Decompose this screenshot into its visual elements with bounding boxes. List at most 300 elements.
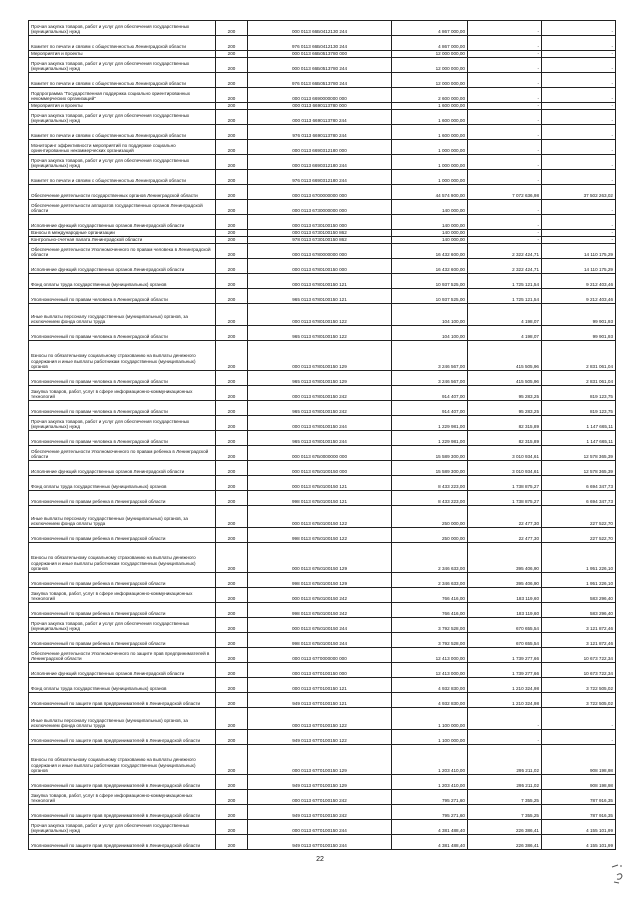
row-executed: - [468, 36, 542, 51]
row-line-code: 200 [216, 693, 248, 708]
row-remaining: 10 673 722,34 [542, 663, 616, 678]
row-line-code: 200 [216, 274, 248, 289]
row-budget-code: 000 0113 67Г0100150 244 [248, 820, 392, 835]
table-row [29, 730, 616, 745]
row-name: Взносы по обязательному социальному страхованию на выплаты денежного содержания и иные выплаты работникам государственных (муниципальных) органов [29, 745, 216, 775]
row-executed: 7 355,25 [468, 805, 542, 820]
row-approved: 4 932 830,00 [392, 693, 468, 708]
table-row [29, 805, 616, 820]
row-remaining: 37 502 263,02 [542, 185, 616, 200]
row-name: Мониторинг эффективности мероприятий по поддержке социально ориентированных некоммерческих организаций [29, 140, 216, 155]
row-budget-code: 976 0113 6690113780 244 [248, 125, 392, 140]
row-approved: 4 381 488,40 [392, 835, 468, 850]
row-budget-code: 000 0113 6730000000 000 [248, 200, 392, 215]
row-executed: - [468, 21, 542, 36]
row-line-code: 200 [216, 775, 248, 790]
table-row [29, 341, 616, 371]
row-line-code: 200 [216, 289, 248, 304]
row-name: Прочая закупка товаров, работ и услуг для обеспечения государственных (муниципальных) нужд [29, 110, 216, 125]
row-name: Уполномоченный по правам человека в Ленинградской области [29, 371, 216, 386]
row-name: Иные выплаты персоналу государственных (муниципальных) органов, за исключением фонда оплаты труда [29, 304, 216, 326]
row-name: Мероприятия и проекты [29, 103, 216, 110]
row-approved: 914 407,00 [392, 386, 468, 401]
row-executed: - [468, 200, 542, 215]
row-remaining: 4 155 101,99 [542, 820, 616, 835]
row-executed: 295 211,02 [468, 745, 542, 775]
row-budget-code: 000 0113 6780100150 244 [248, 416, 392, 431]
row-executed: 670 655,54 [468, 618, 542, 633]
table-row [29, 73, 616, 88]
row-budget-code: 965 0113 6780100150 242 [248, 401, 392, 416]
budget-execution-table [28, 20, 616, 850]
table-row [29, 648, 616, 663]
row-name: Уполномоченный по правам человека в Ленинградской области [29, 401, 216, 416]
row-line-code: 200 [216, 401, 248, 416]
table-row [29, 618, 616, 633]
table-row [29, 58, 616, 73]
table-body [29, 21, 616, 850]
row-name: Исполнение функций государственных органов Ленинградской области [29, 215, 216, 230]
row-remaining: - [542, 110, 616, 125]
row-name: Уполномоченный по правам ребенка в Ленинградской области [29, 633, 216, 648]
row-approved: 140 000,00 [392, 237, 468, 244]
row-line-code: 200 [216, 573, 248, 588]
row-remaining: 6 694 347,73 [542, 491, 616, 506]
row-executed: 183 119,60 [468, 588, 542, 603]
row-budget-code: 000 0113 6780000000 000 [248, 244, 392, 259]
row-budget-code: 000 0113 67Б0100150 129 [248, 543, 392, 573]
row-approved: 2 346 633,00 [392, 573, 468, 588]
row-name: Закупка товаров, работ, услуг в сфере информационно-коммуникационных технологий [29, 790, 216, 805]
row-line-code: 200 [216, 708, 248, 730]
row-budget-code: 000 0113 67Г0100150 242 [248, 790, 392, 805]
table-row [29, 401, 616, 416]
row-remaining: 12 578 365,39 [542, 446, 616, 461]
table-row [29, 21, 616, 36]
row-remaining: - [542, 708, 616, 730]
table-row [29, 88, 616, 103]
row-line-code: 200 [216, 730, 248, 745]
table-row [29, 259, 616, 274]
row-executed: 1 739 277,66 [468, 648, 542, 663]
row-name: Взносы в международные организации [29, 230, 216, 237]
row-line-code: 200 [216, 185, 248, 200]
row-budget-code: 000 0113 6780100150 122 [248, 304, 392, 326]
row-budget-code: 949 0113 67Г0100150 129 [248, 775, 392, 790]
row-name: Уполномоченный по правам человека в Ленинградской области [29, 289, 216, 304]
row-approved: 3 246 567,00 [392, 371, 468, 386]
table-row [29, 603, 616, 618]
table-row [29, 371, 616, 386]
row-executed: 4 198,07 [468, 326, 542, 341]
row-name: Прочая закупка товаров, работ и услуг для обеспечения государственных (муниципальных) нужд [29, 416, 216, 431]
row-executed: 295 211,02 [468, 775, 542, 790]
row-executed: 1 739 277,66 [468, 663, 542, 678]
row-remaining: 9 212 403,46 [542, 289, 616, 304]
table-row [29, 663, 616, 678]
row-approved: 16 432 600,00 [392, 259, 468, 274]
row-executed: 1 725 121,54 [468, 289, 542, 304]
row-executed: 1 738 875,27 [468, 476, 542, 491]
row-executed: 3 010 934,61 [468, 446, 542, 461]
table-row [29, 461, 616, 476]
row-executed: 1 210 324,98 [468, 678, 542, 693]
row-executed: 1 738 875,27 [468, 491, 542, 506]
row-line-code: 200 [216, 528, 248, 543]
row-remaining: 787 916,35 [542, 790, 616, 805]
row-approved: 10 937 525,00 [392, 289, 468, 304]
row-executed: - [468, 170, 542, 185]
row-approved: 16 432 600,00 [392, 244, 468, 259]
row-line-code: 200 [216, 304, 248, 326]
table-row [29, 543, 616, 573]
row-remaining: 3 121 872,46 [542, 633, 616, 648]
row-approved: 15 589 300,00 [392, 446, 468, 461]
row-approved: 12 413 000,00 [392, 663, 468, 678]
row-approved: 12 000 000,00 [392, 51, 468, 58]
row-executed: 3 010 934,61 [468, 461, 542, 476]
row-budget-code: 976 0113 66Б0412130 244 [248, 36, 392, 51]
row-approved: 1 100 000,00 [392, 708, 468, 730]
row-remaining: 3 722 505,02 [542, 693, 616, 708]
row-executed: - [468, 110, 542, 125]
table-row [29, 200, 616, 215]
row-remaining: - [542, 170, 616, 185]
row-approved: 1 000 000,00 [392, 155, 468, 170]
row-executed: - [468, 215, 542, 230]
row-remaining: 1 147 665,11 [542, 431, 616, 446]
table-row [29, 244, 616, 259]
row-approved: 140 000,00 [392, 200, 468, 215]
row-approved: 914 407,00 [392, 401, 468, 416]
row-budget-code: 000 0113 67Б0000000 000 [248, 446, 392, 461]
row-budget-code: 998 0113 67Б0100150 244 [248, 633, 392, 648]
row-name: Уполномоченный по правам ребенка в Ленинградской области [29, 528, 216, 543]
row-approved: 140 000,00 [392, 230, 468, 237]
row-budget-code: 998 0113 67Б0100150 242 [248, 603, 392, 618]
row-budget-code: 000 0113 6780100150 121 [248, 274, 392, 289]
row-name: Исполнение функций государственных органов Ленинградской области [29, 663, 216, 678]
row-remaining: 99 901,93 [542, 326, 616, 341]
table-row [29, 230, 616, 237]
table-row [29, 170, 616, 185]
row-approved: 1 203 410,00 [392, 775, 468, 790]
row-approved: 3 792 528,00 [392, 618, 468, 633]
row-budget-code: 998 0113 67Б0100150 121 [248, 491, 392, 506]
table-row [29, 835, 616, 850]
row-line-code: 200 [216, 386, 248, 401]
row-executed: - [468, 730, 542, 745]
row-line-code: 200 [216, 835, 248, 850]
row-remaining: 908 198,98 [542, 775, 616, 790]
row-approved: 1 203 410,00 [392, 745, 468, 775]
row-budget-code: 965 0113 6780100150 121 [248, 289, 392, 304]
row-approved: 12 413 000,00 [392, 648, 468, 663]
row-budget-code: 000 0113 67Б0100150 000 [248, 461, 392, 476]
row-line-code: 200 [216, 237, 248, 244]
table-row [29, 140, 616, 155]
row-line-code: 200 [216, 790, 248, 805]
row-budget-code: 000 0113 6780100150 000 [248, 259, 392, 274]
row-budget-code: 000 0113 6780100150 129 [248, 341, 392, 371]
table-row [29, 110, 616, 125]
row-budget-code: 000 0113 66Б0412130 244 [248, 21, 392, 36]
row-approved: 4 381 488,40 [392, 820, 468, 835]
row-budget-code: 965 0113 6780100150 244 [248, 431, 392, 446]
row-remaining: - [542, 88, 616, 103]
row-line-code: 200 [216, 21, 248, 36]
row-approved: 1 229 981,00 [392, 431, 468, 446]
row-remaining: 10 673 722,34 [542, 648, 616, 663]
row-budget-code: 949 0113 67Г0100150 122 [248, 730, 392, 745]
row-name: Иные выплаты персоналу государственных (муниципальных) органов, за исключением фонда оплаты труда [29, 506, 216, 528]
table-row [29, 476, 616, 491]
row-line-code: 200 [216, 678, 248, 693]
row-executed: 415 505,96 [468, 341, 542, 371]
row-remaining: 227 522,70 [542, 506, 616, 528]
row-executed: 7 355,25 [468, 790, 542, 805]
row-executed: - [468, 708, 542, 730]
row-executed: - [468, 103, 542, 110]
row-budget-code: 000 0113 67Г0100150 122 [248, 708, 392, 730]
row-executed: - [468, 155, 542, 170]
budget-report-sheet [28, 20, 615, 850]
row-budget-code: 000 0113 6690312180 000 [248, 140, 392, 155]
table-row [29, 125, 616, 140]
row-line-code: 200 [216, 326, 248, 341]
row-budget-code: 000 0113 6730100150 000 [248, 215, 392, 230]
row-name: Уполномоченный по правам человека в Ленинградской области [29, 431, 216, 446]
row-approved: 1 229 981,00 [392, 416, 468, 431]
row-name: Прочая закупка товаров, работ и услуг для обеспечения государственных (муниципальных) нужд [29, 21, 216, 36]
row-name: Прочая закупка товаров, работ и услуг для обеспечения государственных (муниципальных) нужд [29, 155, 216, 170]
row-remaining: - [542, 125, 616, 140]
table-row [29, 775, 616, 790]
row-remaining: 3 722 505,02 [542, 678, 616, 693]
row-executed: - [468, 88, 542, 103]
row-line-code: 200 [216, 103, 248, 110]
row-approved: 795 271,60 [392, 790, 468, 805]
table-row [29, 745, 616, 775]
row-budget-code: 976 0113 6690312180 244 [248, 170, 392, 185]
row-line-code: 200 [216, 618, 248, 633]
row-executed: - [468, 125, 542, 140]
row-budget-code: 000 0113 67Б0100150 122 [248, 506, 392, 528]
row-line-code: 200 [216, 745, 248, 775]
row-approved: 250 000,00 [392, 506, 468, 528]
row-executed: 395 406,90 [468, 573, 542, 588]
row-remaining: - [542, 103, 616, 110]
row-remaining: - [542, 155, 616, 170]
row-remaining: 3 121 872,46 [542, 618, 616, 633]
table-row [29, 237, 616, 244]
row-remaining: 14 110 175,29 [542, 259, 616, 274]
row-name: Комитет по печати и связям с общественностью Ленинградской области [29, 170, 216, 185]
table-row [29, 51, 616, 58]
row-line-code: 200 [216, 588, 248, 603]
row-name: Фонд оплаты труда государственных (муниципальных) органов [29, 678, 216, 693]
row-line-code: 200 [216, 51, 248, 58]
row-name: Контрольно-счетная палата Ленинградской области [29, 237, 216, 244]
row-budget-code: 949 0113 67Г0100150 121 [248, 693, 392, 708]
row-executed: 415 505,96 [468, 371, 542, 386]
row-remaining: 787 916,35 [542, 805, 616, 820]
table-row [29, 103, 616, 110]
row-name: Прочая закупка товаров, работ и услуг для обеспечения государственных (муниципальных) нужд [29, 820, 216, 835]
row-name: Обеспечение деятельности аппаратов государственных органов Ленинградской области [29, 200, 216, 215]
row-remaining: - [542, 730, 616, 745]
row-approved: 3 792 528,00 [392, 633, 468, 648]
table-row [29, 820, 616, 835]
row-remaining: 908 198,98 [542, 745, 616, 775]
row-remaining: - [542, 140, 616, 155]
row-approved: 8 433 223,00 [392, 491, 468, 506]
table-row [29, 491, 616, 506]
row-line-code: 200 [216, 125, 248, 140]
row-name: Иные выплаты персоналу государственных (муниципальных) органов, за исключением фонда оплаты труда [29, 708, 216, 730]
row-remaining: - [542, 58, 616, 73]
row-name: Уполномоченный по защите прав предпринимателей в Ленинградской области [29, 775, 216, 790]
row-budget-code: 000 0113 67Г0100150 121 [248, 678, 392, 693]
row-executed: 670 655,54 [468, 633, 542, 648]
row-budget-code: 000 0113 6690312180 244 [248, 155, 392, 170]
row-line-code: 200 [216, 805, 248, 820]
row-executed: 4 198,07 [468, 304, 542, 326]
row-remaining: 9 212 403,46 [542, 274, 616, 289]
row-line-code: 200 [216, 200, 248, 215]
row-name: Подпрограмма "Государственная поддержка социально ориентированных некоммерческих организаций" [29, 88, 216, 103]
table-row [29, 289, 616, 304]
row-line-code: 200 [216, 58, 248, 73]
row-executed: 22 477,30 [468, 506, 542, 528]
row-line-code: 200 [216, 820, 248, 835]
row-approved: 44 574 900,00 [392, 185, 468, 200]
row-name: Уполномоченный по правам ребенка в Ленинградской области [29, 491, 216, 506]
table-row [29, 304, 616, 326]
table-row [29, 588, 616, 603]
row-budget-code: 976 0113 66Б0513780 244 [248, 73, 392, 88]
row-name: Уполномоченный по правам ребенка в Ленинградской области [29, 603, 216, 618]
row-approved: 1 600 000,00 [392, 125, 468, 140]
row-budget-code: 000 0113 66Б0513780 244 [248, 58, 392, 73]
row-approved: 2 600 000,00 [392, 88, 468, 103]
row-budget-code: 949 0113 67Г0100150 242 [248, 805, 392, 820]
row-name: Мероприятия и проекты [29, 51, 216, 58]
row-line-code: 200 [216, 110, 248, 125]
row-budget-code: 000 0113 6730100150 862 [248, 230, 392, 237]
row-name: Уполномоченный по защите прав предпринимателей в Ленинградской области [29, 835, 216, 850]
table-row [29, 386, 616, 401]
row-line-code: 200 [216, 371, 248, 386]
row-budget-code: 000 0113 67Б0100150 121 [248, 476, 392, 491]
row-budget-code: 000 0113 67Г0100150 000 [248, 663, 392, 678]
row-remaining: 4 155 101,99 [542, 835, 616, 850]
row-line-code: 200 [216, 230, 248, 237]
row-approved: 104 100,00 [392, 304, 468, 326]
row-budget-code: 978 0113 6730100150 862 [248, 237, 392, 244]
row-executed: 95 283,25 [468, 386, 542, 401]
row-line-code: 200 [216, 215, 248, 230]
table-row [29, 431, 616, 446]
row-executed: 82 315,89 [468, 416, 542, 431]
row-approved: 104 100,00 [392, 326, 468, 341]
page-number: 22 [316, 856, 324, 863]
row-budget-code: 000 0113 67Г0000000 000 [248, 648, 392, 663]
row-executed: - [468, 73, 542, 88]
row-budget-code: 000 0113 67Г0100150 129 [248, 745, 392, 775]
table-row [29, 416, 616, 431]
row-line-code: 200 [216, 603, 248, 618]
row-name: Обеспечение деятельности государственных органов Ленинградской области [29, 185, 216, 200]
row-name: Комитет по печати и связям с общественностью Ленинградской области [29, 73, 216, 88]
row-approved: 766 416,00 [392, 603, 468, 618]
table-row [29, 155, 616, 170]
row-name: Фонд оплаты труда государственных (муниципальных) органов [29, 274, 216, 289]
row-line-code: 200 [216, 543, 248, 573]
row-line-code: 200 [216, 140, 248, 155]
row-name: Закупка товаров, работ, услуг в сфере информационно-коммуникационных технологий [29, 386, 216, 401]
row-executed: 183 119,60 [468, 603, 542, 618]
row-remaining: - [542, 200, 616, 215]
table-row [29, 573, 616, 588]
table-row [29, 446, 616, 461]
row-name: Уполномоченный по правам ребенка в Ленинградской области [29, 573, 216, 588]
row-executed: 95 283,25 [468, 401, 542, 416]
table-row [29, 633, 616, 648]
row-budget-code: 000 0113 6700000000 000 [248, 185, 392, 200]
row-line-code: 200 [216, 170, 248, 185]
row-budget-code: 000 0113 67Б0100150 242 [248, 588, 392, 603]
row-remaining: 819 123,75 [542, 386, 616, 401]
row-executed: 7 072 636,98 [468, 185, 542, 200]
row-remaining: 583 296,40 [542, 603, 616, 618]
row-name: Фонд оплаты труда государственных (муниципальных) органов [29, 476, 216, 491]
row-executed: - [468, 237, 542, 244]
row-approved: 4 932 830,00 [392, 678, 468, 693]
row-line-code: 200 [216, 446, 248, 461]
row-approved: 1 000 000,00 [392, 170, 468, 185]
row-approved: 12 000 000,00 [392, 73, 468, 88]
scan-mark-icon [608, 863, 626, 885]
row-approved: 795 271,60 [392, 805, 468, 820]
row-remaining: 1 951 226,10 [542, 543, 616, 573]
row-budget-code: 965 0113 6780100150 122 [248, 326, 392, 341]
row-executed: 226 386,41 [468, 820, 542, 835]
row-line-code: 200 [216, 476, 248, 491]
table-row [29, 528, 616, 543]
row-approved: 766 416,00 [392, 588, 468, 603]
row-executed: 1 725 121,54 [468, 274, 542, 289]
row-executed: - [468, 230, 542, 237]
row-approved: 3 246 567,00 [392, 341, 468, 371]
row-budget-code: 965 0113 6780100150 129 [248, 371, 392, 386]
row-remaining: 583 296,40 [542, 588, 616, 603]
row-approved: 15 589 300,00 [392, 461, 468, 476]
table-row [29, 36, 616, 51]
table-row [29, 693, 616, 708]
row-remaining: - [542, 215, 616, 230]
row-approved: 2 346 633,00 [392, 543, 468, 573]
row-name: Комитет по печати и связям с общественностью Ленинградской области [29, 36, 216, 51]
row-approved: 4 867 000,00 [392, 21, 468, 36]
row-name: Обеспечение деятельности Уполномоченного по правам человека в Ленинградской области [29, 244, 216, 259]
row-remaining: 1 147 665,11 [542, 416, 616, 431]
row-remaining: 1 951 226,10 [542, 573, 616, 588]
row-remaining: 12 578 365,39 [542, 461, 616, 476]
row-budget-code: 949 0113 67Г0100150 244 [248, 835, 392, 850]
table-row [29, 326, 616, 341]
row-name: Обеспечение деятельности Уполномоченного по защите прав предпринимателей в Ленинградской области [29, 648, 216, 663]
